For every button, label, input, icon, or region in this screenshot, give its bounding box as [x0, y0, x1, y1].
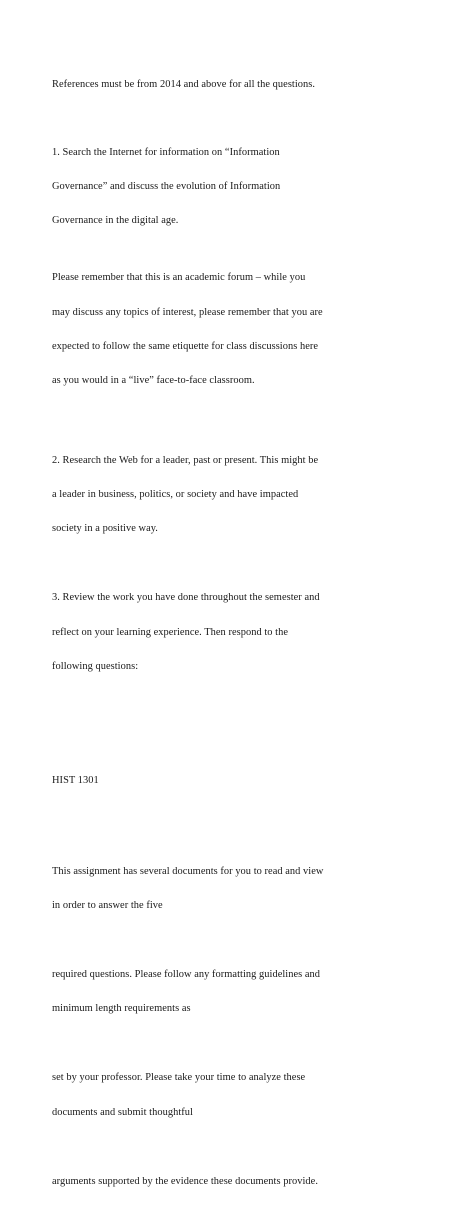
assignment-intro: [52, 843, 412, 934]
assignment-requirements-line: required questions. Please follow any formatting guidelines and: [52, 969, 321, 981]
question-1-line: 1. Search the Internet for information on “Information: [52, 146, 280, 158]
assignment-analysis-line: documents and submit thoughtful: [52, 1106, 193, 1118]
forum-note-line: expected to follow the same etiquette for class discussions here: [52, 340, 319, 352]
course-code-text: HIST 1301: [52, 774, 99, 786]
question-1-line: Governance” and discuss the evolution of Information: [52, 181, 281, 193]
assignment-analysis: [52, 1050, 412, 1141]
forum-etiquette-note: [52, 250, 412, 410]
question-2-line: society in a positive way.: [52, 523, 158, 535]
course-code: [52, 752, 412, 809]
question-3: [52, 570, 412, 695]
document-body: [52, 56, 412, 1210]
forum-note-line: as you would in a “live” face-to-face classroom.: [52, 374, 255, 386]
question-1-line: Governance in the digital age.: [52, 215, 179, 227]
assignment-intro-line: in order to answer the five: [52, 900, 163, 912]
question-3-line: following questions:: [52, 660, 139, 672]
question-3-line: reflect on your learning experience. Then respond to the: [52, 626, 289, 638]
assignment-intro-line: This assignment has several documents for you to read and view: [52, 865, 324, 877]
question-2-line: a leader in business, politics, or society and have impacted: [52, 489, 299, 501]
question-2-line: 2. Research the Web for a leader, past or present. This might be: [52, 455, 319, 466]
references-note: [52, 56, 412, 113]
references-note-text: References must be from 2014 and above for all the questions.: [52, 78, 316, 90]
forum-note-line: may discuss any topics of interest, please remember that you are: [52, 306, 323, 318]
question-1: [52, 124, 412, 249]
forum-note-line: Please remember that this is an academic forum – while you: [52, 272, 306, 284]
assignment-closing-text: arguments supported by the evidence these documents provide.: [52, 1175, 318, 1187]
assignment-requirements-line: minimum length requirements as: [52, 1003, 191, 1015]
assignment-analysis-line: set by your professor. Please take your time to analyze these: [52, 1072, 306, 1084]
assignment-closing: [52, 1153, 412, 1210]
question-3-line: 3. Review the work you have done throughout the semester and: [52, 592, 320, 604]
assignment-requirements: [52, 946, 412, 1037]
question-2: [52, 432, 412, 557]
